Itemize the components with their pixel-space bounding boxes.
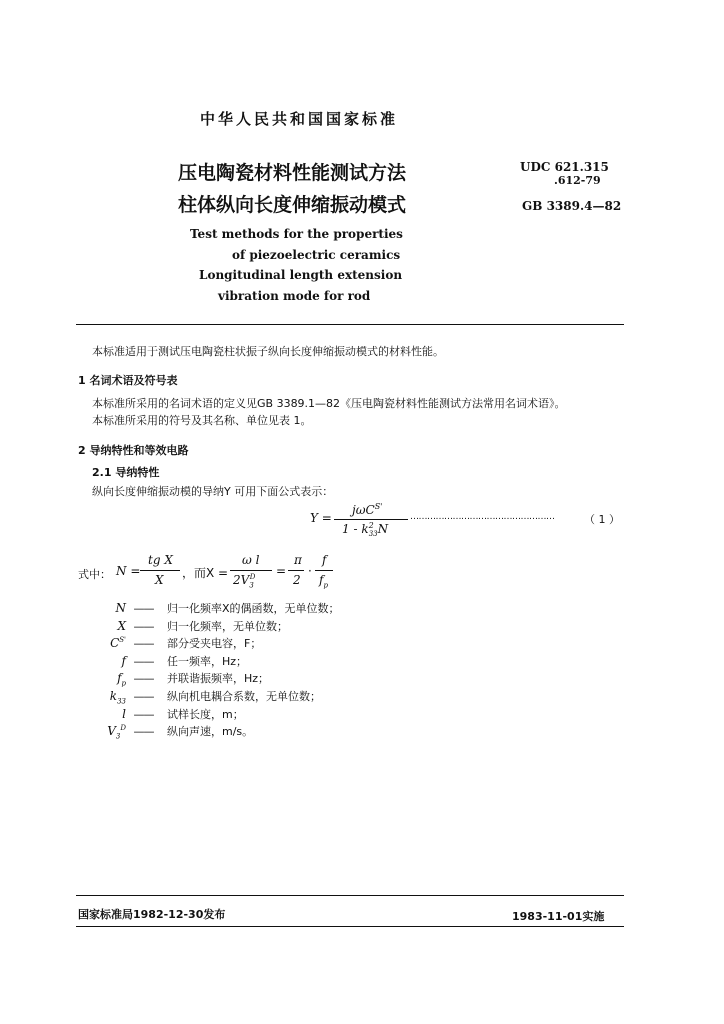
eq2-x-numerator: ω l <box>242 553 260 567</box>
eq2-n-denominator: X <box>155 573 164 587</box>
eq2-pi-denominator: 2 <box>293 573 301 587</box>
section-1-para-1: 本标准所采用的名词术语的定义见GB 3389.1—82《压电陶瓷材料性能测试方法常用名词术语》。 <box>92 397 566 410</box>
english-title-2: of piezoelectric ceramics <box>232 248 401 262</box>
symbol-dash: —— <box>133 725 154 738</box>
english-title-1: Test methods for the properties <box>190 227 403 241</box>
symbol-row <box>110 653 440 670</box>
symbol: $k_{33}$ <box>109 689 126 706</box>
symbol-row <box>110 600 440 617</box>
udc-line-2: .612-79 <box>554 174 601 187</box>
title-line-2: 柱体纵向长度伸缩振动模式 <box>178 194 407 216</box>
header-divider <box>76 324 624 325</box>
footer-divider-top <box>76 895 624 896</box>
symbol-row <box>110 670 440 687</box>
symbol-description: 任一频率，Hz； <box>167 655 248 668</box>
eq2-pi-numerator: π <box>294 553 302 567</box>
symbol-dash: —— <box>133 620 154 633</box>
eq2-f-numerator: f <box>322 553 327 567</box>
symbol-description: 并联谐振频率，Hz； <box>167 672 270 685</box>
eq2-pi-bar <box>288 570 304 571</box>
symbol-description: 部分受夹电容，F； <box>167 637 262 650</box>
section-1-para-2: 本标准所采用的符号及其名称、单位见表 1。 <box>92 414 312 427</box>
gb-number: GB 3389.4—82 <box>522 199 622 213</box>
symbol-dash: —— <box>133 602 154 615</box>
symbol-description: 归一化频率X的偶函数，无单位数； <box>167 602 340 615</box>
english-title-4: vibration mode for rod <box>218 289 371 303</box>
standard-org: 中华人民共和国国家标准 <box>200 110 399 128</box>
symbol: $V_3^D$ <box>107 724 126 741</box>
eq2-x-bar <box>230 570 272 571</box>
symbol-dash: —— <box>133 655 154 668</box>
symbol-row <box>104 688 440 705</box>
symbol-description: 纵向机电耦合系数，无单位数； <box>167 690 321 703</box>
eq2-f-bar <box>315 570 333 571</box>
eq1-leader: …………………………………………… <box>410 512 555 522</box>
symbol-description: 纵向声速，m/s。 <box>167 725 254 738</box>
symbol: $C^{S'}$ <box>110 636 126 650</box>
symbol-row <box>104 723 440 740</box>
issued-date: 国家标准局1982-12-30发布 <box>78 908 226 921</box>
eq2-f-denominator: $f_p$ <box>319 573 328 590</box>
eq2-prefix: 式中： <box>78 568 111 581</box>
symbol-row <box>110 706 440 723</box>
symbol-description: 归一化频率，无单位数； <box>167 620 288 633</box>
eq1-lhs: Y = <box>310 511 332 525</box>
section-2-1-para: 纵向长度伸缩振动模的导纳Y 可用下面公式表示： <box>92 485 334 498</box>
symbol-dash: —— <box>133 637 154 650</box>
eq1-number: （ 1 ） <box>584 513 620 526</box>
eq1-numerator: jωC$^{S'}$ <box>352 502 383 517</box>
symbol-dash: —— <box>133 708 154 721</box>
eq1-denominator: $1 - k^2_{33}N$ <box>342 521 389 539</box>
section-1-heading: 1 名词术语及符号表 <box>78 374 178 387</box>
effective-date: 1983-11-01实施 <box>512 910 605 923</box>
symbol: $f_p$ <box>117 671 126 688</box>
symbol: N <box>115 601 126 615</box>
symbol-row <box>110 618 440 635</box>
symbol-dash: —— <box>133 690 154 703</box>
eq2-mid: ，而X = <box>182 566 229 580</box>
udc-line-1: UDC 621.315 <box>520 160 609 174</box>
symbol: f <box>121 654 126 668</box>
symbol-description: 试样长度，m； <box>167 708 244 721</box>
eq2-n-numerator: tg X <box>148 553 173 567</box>
symbol: l <box>122 707 126 721</box>
section-2-1-heading: 2.1 导纳特性 <box>92 466 160 479</box>
footer-divider-bottom <box>76 926 624 927</box>
symbol-dash: —— <box>133 672 154 685</box>
eq2-equals: = <box>276 564 287 578</box>
eq2-dot: · <box>308 564 312 578</box>
eq2-n-bar <box>140 570 180 571</box>
eq2-lhs: N = <box>116 564 141 578</box>
title-line-1: 压电陶瓷材料性能测试方法 <box>178 162 407 184</box>
english-title-3: Longitudinal length extension <box>199 268 403 282</box>
intro-paragraph: 本标准适用于测试压电陶瓷柱状振子纵向长度伸缩振动模式的材料性能。 <box>92 345 444 358</box>
section-2-heading: 2 导纳特性和等效电路 <box>78 444 189 457</box>
symbol: X <box>117 619 126 633</box>
symbol-row <box>104 635 440 652</box>
eq2-x-denominator: $2V_3^D$ <box>233 573 256 590</box>
eq1-fraction-bar <box>334 519 408 520</box>
